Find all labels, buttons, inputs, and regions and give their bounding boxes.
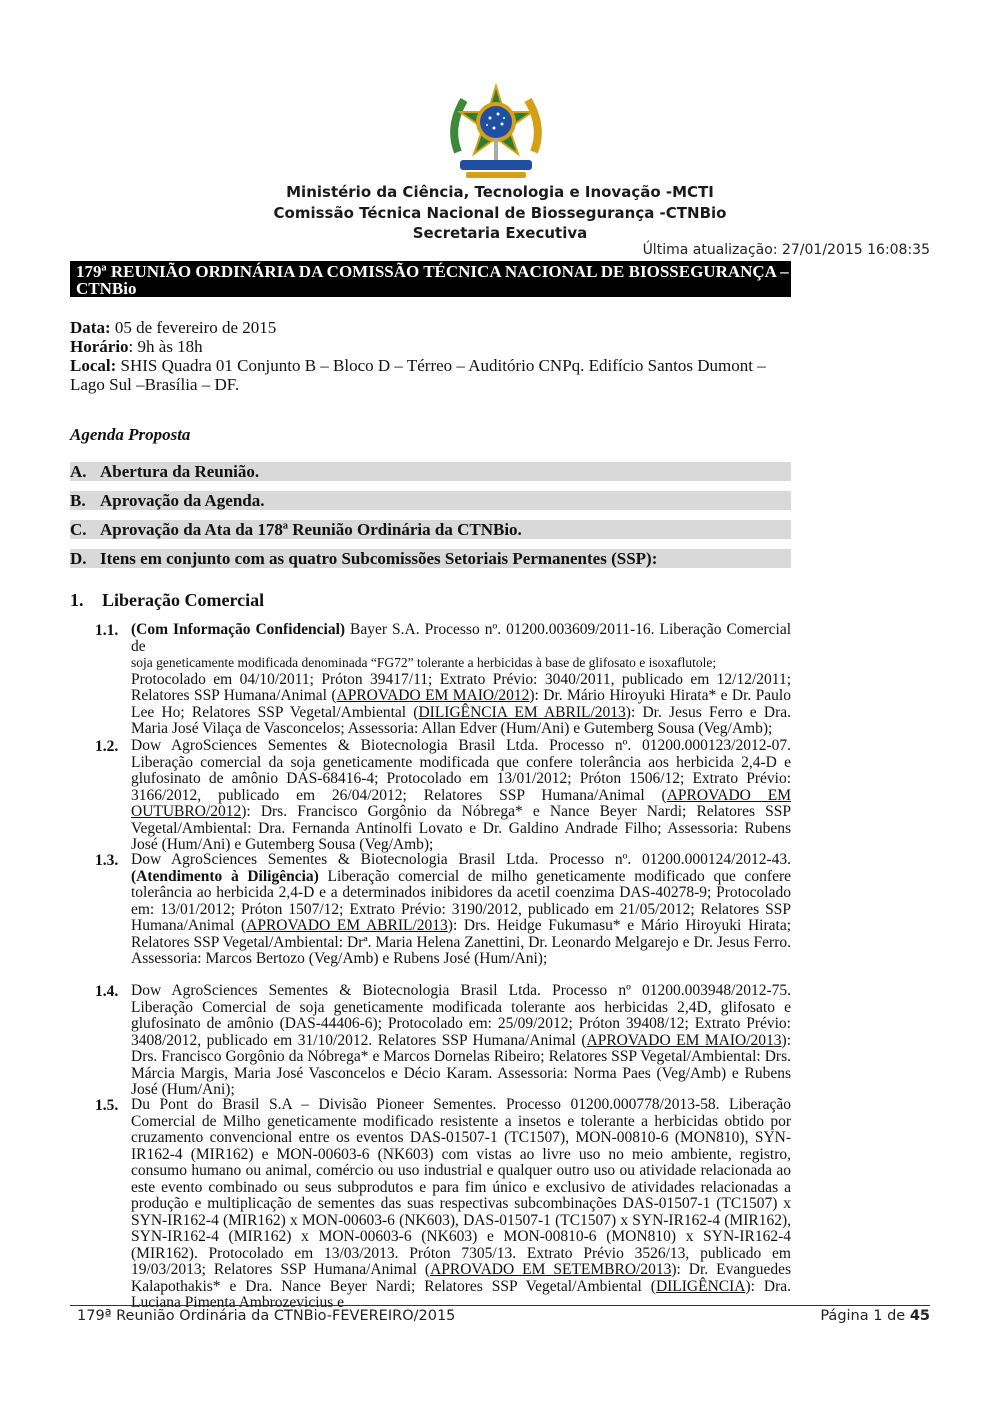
last-updated: Última atualização: 27/01/2015 16:08:35 (642, 242, 930, 258)
agenda-heading: Agenda Proposta (70, 425, 191, 444)
footer-meeting-label: 179ª Reunião Ordinária da CTNBio-FEVEREIRO/2015 (77, 1308, 456, 1324)
agenda-item-d: D. Itens em conjunto com as quatro Subcomissões Setoriais Permanentes (SSP): (70, 549, 791, 568)
list-item: 1.4. Dow AgroSciences Sementes & Biotecnologia Brasil Ltda. Processo nº 01200.003948/2012-75. Liberação Comercial de soja geneticamente modificada tolerante aos herbicidas 2,4D, glifosato e glufosinato de amônio (DAS-44406-6); Protocolado em: 25/09/2012; Próton 39408/12; Extrato Prévio: 3408/2012, publicado em 31/10/2012. Relatores SSP Humana/Animal (APROVADO EM MAIO/2013): Drs. Francisco Gorgônio da Nóbrega* e Marcos Dornelas Ribeiro; Relatores SSP Vegetal/Ambiental: Drs. Márcia Margis, Maria José Vasconcelos e Décio Karam. Assessoria: Norma Paes (Veg/Amb) e Rubens José (Hum/Ani); (95, 982, 791, 1098)
ministry-name: Ministério da Ciência, Tecnologia e Inovação -MCTI (286, 183, 714, 201)
list-item: 1.1. (Com Informação Confidencial) Bayer S.A. Processo nº. 01200.003609/2011-16. Liberação Comercial de soja geneticamente modificada denominada “FG72” tolerante a herbicidas à base de glifosato e isoxaflutole; Protocolado em 04/10/2011; Próton 39417/11; Extrato Prévio: 3040/2011, publicado em 12/12/2011; Relatores SSP Humana/Animal (APROVADO EM MAIO/2012): Dr. Mário Hiroyuki Hirata* e Dr. Paulo Lee Ho; Relatores SSP Vegetal/Ambiental (DILIGÊNCIA EM ABRIL/2013): Dr. Jesus Ferro e Dra. Maria José Vilaça de Vasconcelos; Assessoria: Allan Edver (Hum/Ani) e Gutemberg Sousa (Veg/Amb); (95, 621, 792, 737)
agenda-item-c: C. Aprovação da Ata da 178ª Reunião Ordinária da CTNBio. (70, 520, 791, 539)
meeting-title-line2: CTNBio (76, 279, 137, 298)
page-number: Página 1 de 45 (820, 1308, 930, 1324)
meeting-title (70, 261, 791, 297)
list-item: 1.3. Dow AgroSciences Sementes & Biotecnologia Brasil Ltda. Processo nº. 01200.000124/2012-43. (Atendimento à Diligência) Liberação comercial de milho geneticamente modificado que confere tolerância ao herbicida 2,4-D e a determinados inibidores da acetil coenzima DAS-40278-9; Protocolado em: 13/01/2012; Próton 1507/12; Extrato Prévio: 3190/2012, publicado em 21/05/2012; Relatores SSP Humana/Animal (APROVADO EM ABRIL/2013): Drs. Heidge Fukumasu* e Mário Hiroyuki Hirata; Relatores SSP Vegetal/Ambiental: Drª. Maria Helena Zanettini, Dr. Leonardo Melgarejo e Dr. Jesus Ferro. Assessoria: Marcos Bertozo (Veg/Amb) e Rubens José (Hum/Ani); (95, 851, 792, 967)
coat-of-arms-logo (442, 82, 550, 182)
section-heading: 1. Liberação Comercial (70, 590, 265, 610)
meeting-date: Data: 05 de fevereiro de 2015 (70, 318, 277, 337)
list-item: 1.5. Du Pont do Brasil S.A – Divisão Pioneer Sementes. Processo 01200.000778/2013-58. Liberação Comercial de Milho geneticamente modificado resistente a insetos e tolerante a herbicidas obtido por cruzamento convencional entre os eventos DAS-01507-1 (TC1507), MON-00810-6 (MON810), SYN-IR162-4 (MIR162) e MON-00603-6 (NK603) com vistas ao livre uso no meio ambiente, registro, consumo humano ou animal, comércio ou uso industrial e qualquer outro uso ou atividade relacionada ao este evento combinado ou seus subprodutos e para fim único e exclusivo de atividades relacionadas a produção e multiplicação de sementes das suas respectivas subcombinações DAS-01507-1 (TC1507) x SYN-IR162-4 (MIR162) x MON-00603-6 (NK603), DAS-01507-1 (TC1507) x SYN-IR162-4 (MIR162), SYN-IR162-4 (MIR162) x MON-00603-6 (NK603) e MON-00810-6 (MON810) x SYN-IR162-4 (MIR162). Protocolado em 13/03/2013. Próton 7305/13. Extrato Prévio 3526/13, publicado em 19/03/2013; Relatores SSP Humana/Animal (APROVADO EM SETEMBRO/2013): Dr. Evanguedes Kalapothakis* e Dra. Nance Beyer Nardi; Relatores SSP Vegetal/Ambiental (DILIGÊNCIA): Dra. Luciana Pimenta Ambrozevicius e (95, 1096, 791, 1311)
meeting-title-line1: 179ª REUNIÃO ORDINÁRIA DA COMISSÃO TÉCNICA NACIONAL DE BIOSSEGURANÇA – (76, 262, 789, 281)
agenda-item-a: A. Abertura da Reunião. (70, 462, 791, 481)
meeting-location: Local: SHIS Quadra 01 Conjunto B – Bloco D – Térreo – Auditório CNPq. Edifício Santos Dumont – (70, 356, 766, 375)
commission-name: Comissão Técnica Nacional de Biossegurança -CTNBio (273, 204, 727, 222)
meeting-time: Horário: 9h às 18h (70, 337, 203, 356)
secretariat-name: Secretaria Executiva (412, 224, 588, 242)
list-item: 1.2. Dow AgroSciences Sementes & Biotecnologia Brasil Ltda. Processo nº. 01200.000123/2012-07. Liberação comercial da soja geneticamente modificada que confere tolerância aos herbicida 2,4-D e glufosinato de amônio DAS-68416-4; Protocolado em 13/01/2012; Próton 1506/12; Extrato Prévio: 3166/2012, publicado em 26/04/2012; Relatores SSP Humana/Animal (APROVADO EM OUTUBRO/2012): Drs. Francisco Gorgônio da Nóbrega* e Nance Beyer Nardi; Relatores SSP Vegetal/Ambiental: Dra. Fernanda Antinolfi Lovato e Dr. Galdino Andrade Filho; Assessoria: Rubens José (Hum/Ani) e Gutemberg Sousa (Veg/Amb); (95, 737, 792, 853)
footer-divider (70, 1305, 930, 1306)
meeting-location-cont: Lago Sul –Brasília – DF. (70, 375, 240, 394)
agenda-item-b: B. Aprovação da Agenda. (70, 491, 791, 510)
